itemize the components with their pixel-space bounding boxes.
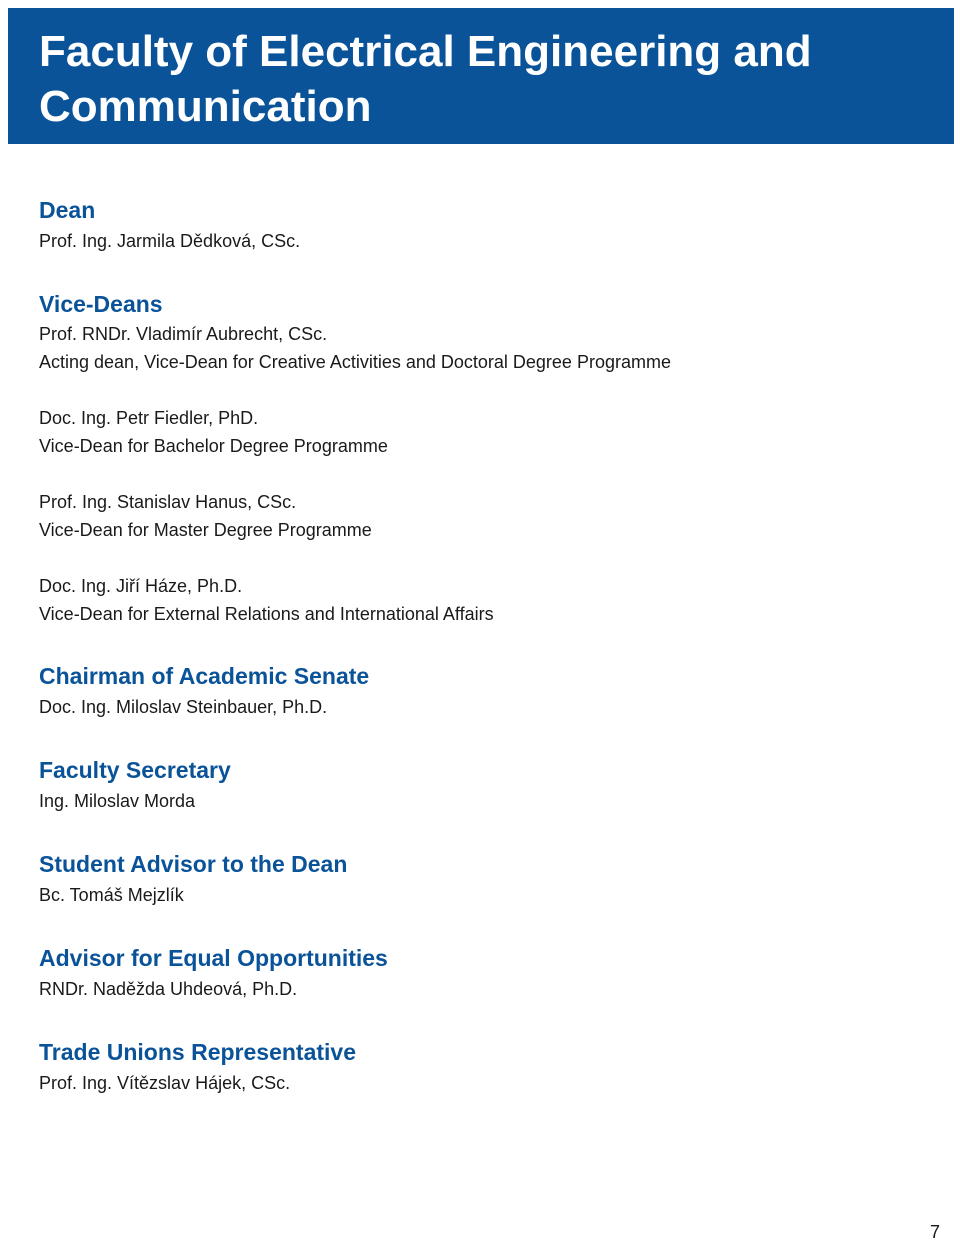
- trade-unions-section: [39, 1036, 919, 1098]
- dean-section: [39, 194, 919, 256]
- faculty-secretary-heading: Faculty Secretary: [39, 757, 231, 783]
- student-advisor-name: Bc. Tomáš Mejzlík: [39, 885, 184, 905]
- trade-unions-heading: Trade Unions Representative: [39, 1039, 356, 1065]
- vice-dean-name: Prof. RNDr. Vladimír Aubrecht, CSc.: [39, 324, 328, 344]
- page-title: [39, 24, 954, 134]
- page-title-line-2: Communication: [39, 82, 372, 131]
- senate-chair-name: Doc. Ing. Miloslav Steinbauer, Ph.D.: [39, 697, 328, 717]
- vice-dean-role: Acting dean, Vice-Dean for Creative Activities and Doctoral Degree Programme: [39, 352, 671, 372]
- faculty-staff-list: [39, 194, 919, 1098]
- vice-dean-entry: [39, 404, 919, 460]
- faculty-secretary-section: [39, 754, 919, 816]
- vice-deans-heading: Vice-Deans: [39, 291, 163, 317]
- page-title-line-1: Faculty of Electrical Engineering and: [39, 27, 812, 76]
- vice-dean-name: Doc. Ing. Petr Fiedler, PhD.: [39, 408, 259, 428]
- vice-deans-section: [39, 288, 919, 628]
- equal-opportunities-section: [39, 942, 919, 1004]
- vice-dean-entry: [39, 488, 919, 544]
- page-header-banner: [8, 8, 954, 144]
- dean-name: Prof. Ing. Jarmila Dědková, CSc.: [39, 231, 301, 251]
- vice-dean-name: Doc. Ing. Jiří Háze, Ph.D.: [39, 576, 243, 596]
- student-advisor-section: [39, 848, 919, 910]
- dean-heading: Dean: [39, 197, 96, 223]
- vice-dean-name: Prof. Ing. Stanislav Hanus, CSc.: [39, 492, 297, 512]
- equal-opportunities-name: RNDr. Naděžda Uhdeová, Ph.D.: [39, 979, 298, 999]
- vice-dean-role: Vice-Dean for Master Degree Programme: [39, 520, 372, 540]
- senate-chair-section: [39, 660, 919, 722]
- senate-chair-heading: Chairman of Academic Senate: [39, 663, 370, 689]
- trade-unions-name: Prof. Ing. Vítězslav Hájek, CSc.: [39, 1073, 291, 1093]
- student-advisor-heading: Student Advisor to the Dean: [39, 851, 348, 877]
- faculty-secretary-name: Ing. Miloslav Morda: [39, 791, 196, 811]
- page-number: 7: [929, 1222, 940, 1242]
- vice-dean-role: Vice-Dean for Bachelor Degree Programme: [39, 436, 388, 456]
- vice-dean-role: Vice-Dean for External Relations and International Affairs: [39, 604, 494, 624]
- vice-dean-entry: [39, 320, 919, 376]
- equal-opportunities-heading: Advisor for Equal Opportunities: [39, 945, 388, 971]
- vice-dean-entry: [39, 572, 919, 628]
